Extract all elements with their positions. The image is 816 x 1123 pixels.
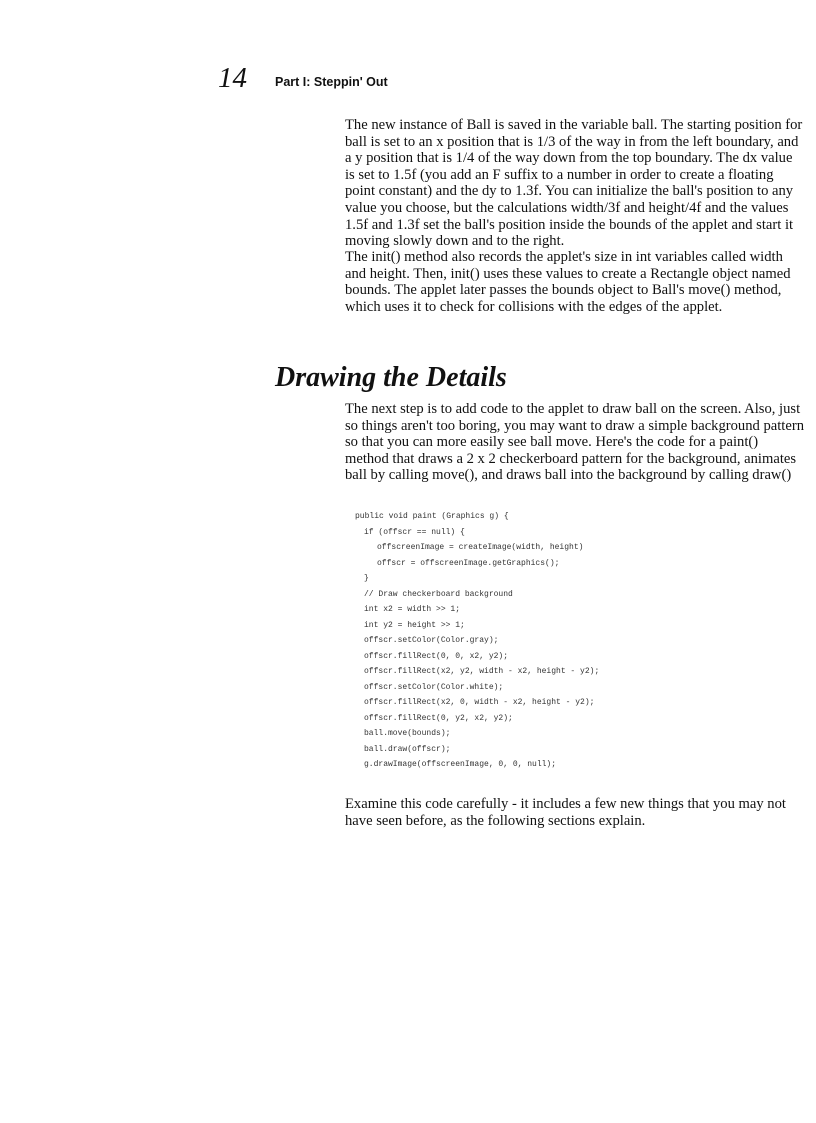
code-line: // Draw checkerboard background [364,589,513,599]
code-line: ball.move(bounds); [364,729,451,738]
running-head: Part I: Steppin' Out [275,75,388,89]
code-line: g.drawImage(offscreenImage, 0, 0, null); [364,760,557,769]
code-line: int y2 = height >> 1; [364,620,465,630]
code-line: offscr.fillRect(0, 0, x2, y2); [364,651,509,661]
code-line: public void paint (Graphics g) { [355,512,509,521]
code-line: int x2 = width >> 1; [364,605,461,614]
paragraph-init-method: The init() method also records the applet's size in int variables called width and height. Then, init() uses these values to create a Rectangle object named bounds. The applet later passes the bounds object to Ball's move() method, which uses it to check for collisions with the edges of the applet. [345,249,791,315]
page-number: 14 [218,62,247,94]
paragraph-ball-instance: The new instance of Ball is saved in the variable ball. The starting position for ball is set to an x position that is 1/3 of the way in from the left boundary, and a y position that is 1/4 of the way down from the top boundary. The dx value is set to 1.5f (you add an F suffix to a number in order to create a floating point constant) and the dy to 1.3f. You can initialize the ball's position to any value you choose, but the calculations width/3f and height/4f and the values 1.5f and 1.3f set the ball's position inside the bounds of the applet and start it moving slowly down and to the right. [345,117,803,250]
code-line: offscr.setColor(Color.white); [364,682,504,692]
paragraph-examine: Examine this code carefully - it includes a few new things that you may not have seen before, as the following sections explain. [345,796,786,829]
code-line: ball.draw(offscr); [364,744,451,754]
code-line: offscr.fillRect(x2, y2, width - x2, height - y2); [364,667,600,676]
code-line: if (offscr == null) { [364,527,465,537]
section-title: Drawing the Details [275,362,507,393]
code-line: } [364,574,369,583]
paragraph-draw-intro: The next step is to add code to the applet to draw ball on the screen. Also, just so things aren't too boring, you may want to draw a simple background pattern so that you can more easily see ball move. Here's the code for a paint() method that draws a 2 x 2 checkerboard pattern for the background, animates ball by calling move(), and draws ball into the background by calling draw() [345,401,804,484]
code-line: offscr.setColor(Color.gray); [364,636,499,645]
code-line: offscr.fillRect(0, y2, x2, y2); [364,713,513,723]
code-listing [355,509,815,773]
code-line: offscr.fillRect(x2, 0, width - x2, height - y2); [364,698,595,707]
code-line: offscreenImage = createImage(width, height) [377,543,584,552]
code-line: offscr = offscreenImage.getGraphics(); [377,558,560,568]
